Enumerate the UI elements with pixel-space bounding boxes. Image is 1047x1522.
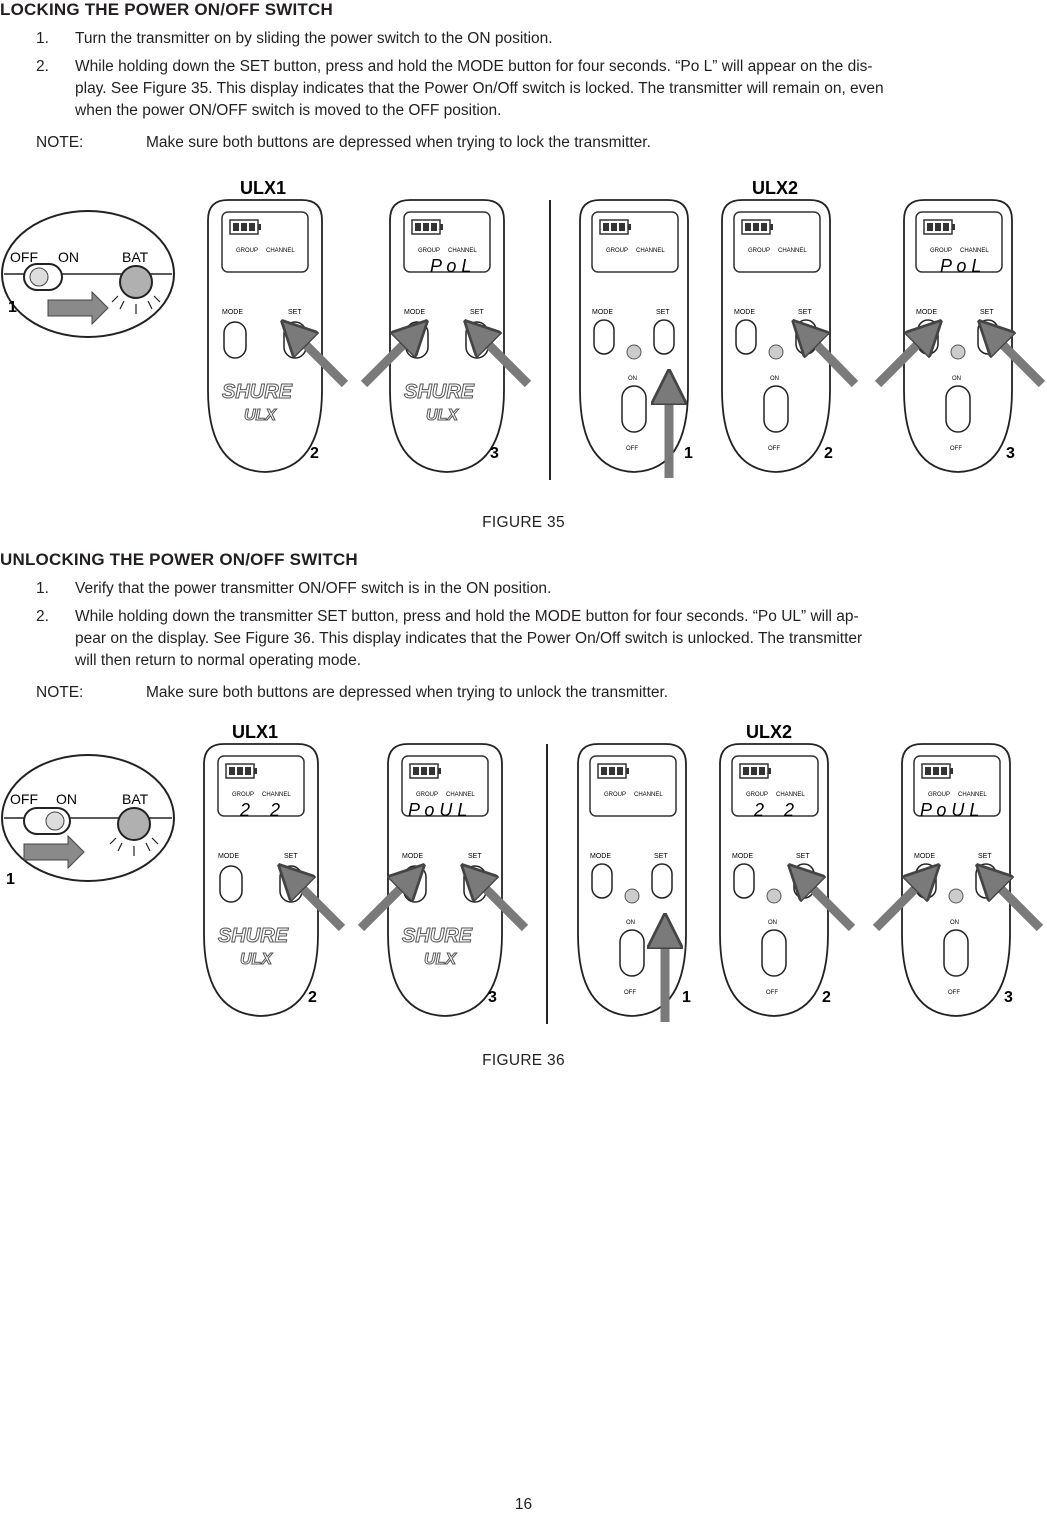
channel-label: CHANNEL: [446, 792, 475, 798]
channel-label: CHANNEL: [636, 248, 665, 254]
note-text: Make sure both buttons are depressed when trying to lock the transmitter.: [146, 134, 651, 151]
set-label: SET: [470, 309, 484, 316]
group-label: GROUP: [606, 248, 629, 254]
off-label: OFF: [766, 990, 778, 996]
step-number: 1: [682, 989, 691, 1006]
model-logo: ULX: [240, 951, 272, 968]
channel-label: CHANNEL: [448, 248, 477, 254]
set-label: SET: [288, 309, 302, 316]
on-label: ON: [628, 376, 637, 382]
mode-label: MODE: [734, 309, 755, 316]
ulx1-label: ULX1: [232, 722, 279, 742]
channel-label: CHANNEL: [634, 792, 663, 798]
channel-label: CHANNEL: [776, 792, 805, 798]
mode-label: MODE: [222, 309, 243, 316]
set-label: SET: [654, 853, 668, 860]
group-label: GROUP: [746, 792, 769, 798]
unlock-step-2: [36, 606, 1047, 672]
figure-36-caption: FIGURE 36: [482, 1052, 565, 1069]
step-number: 3: [488, 989, 497, 1006]
step-text-line: when the power ON/OFF switch is moved to the OFF position.: [75, 102, 502, 119]
set-label: SET: [796, 853, 810, 860]
step-text: Verify that the power transmitter ON/OFF switch is in the ON position.: [75, 580, 552, 597]
switch-on-label: ON: [56, 791, 77, 807]
step-number: 2: [308, 989, 317, 1006]
group-label: GROUP: [604, 792, 627, 798]
channel-label: CHANNEL: [958, 792, 987, 798]
step-number: 3: [1006, 445, 1015, 462]
step-text-line: While holding down the SET button, press and hold the MODE button for four seconds. “Po L” will appear on the dis-: [75, 58, 873, 75]
step-text-line: play. See Figure 35. This display indicates that the Power On/Off switch is locked. The transmitter will remain on, even: [75, 80, 884, 97]
model-logo: ULX: [244, 407, 276, 424]
mode-label: MODE: [732, 853, 753, 860]
on-label: ON: [626, 920, 635, 926]
ulx2-label: ULX2: [746, 722, 793, 742]
switch-off-label: OFF: [10, 791, 38, 807]
step-number: 1: [684, 445, 693, 462]
channel-label: CHANNEL: [266, 248, 295, 254]
mode-label: MODE: [592, 309, 613, 316]
switch-off-label: OFF: [10, 249, 38, 265]
figure-35: [0, 170, 1047, 490]
brand-logo: SHURE: [218, 925, 289, 947]
lcd-text: P o U L: [408, 800, 468, 820]
mode-button: [224, 322, 246, 358]
set-label: SET: [978, 853, 992, 860]
off-label: OFF: [768, 446, 780, 452]
step-number: 1: [6, 871, 15, 888]
lock-step-1: [36, 28, 1047, 50]
off-label: OFF: [948, 990, 960, 996]
group-label: GROUP: [748, 248, 771, 254]
power-switch-diagram: [2, 211, 174, 337]
group-label: GROUP: [416, 792, 439, 798]
bat-label: BAT: [122, 249, 149, 265]
ulx2-label: ULX2: [752, 178, 799, 198]
set-label: SET: [656, 309, 670, 316]
ulx1-transmitter-step3: [388, 744, 502, 1016]
lcd-text: P o U L: [920, 800, 980, 820]
ulx1-transmitter-step2: [204, 744, 318, 1016]
lcd-text: 2 2: [754, 800, 795, 820]
lcd-text: P o L: [430, 256, 472, 276]
off-label: OFF: [624, 990, 636, 996]
step-number: 2: [822, 989, 831, 1006]
on-label: ON: [950, 920, 959, 926]
mode-label: MODE: [218, 853, 239, 860]
page-number: 16: [514, 1496, 533, 1513]
step-number: 3: [1004, 989, 1013, 1006]
power-switch-diagram: [2, 755, 174, 888]
group-label: GROUP: [236, 248, 259, 254]
step-number: 2: [310, 445, 319, 462]
off-label: OFF: [626, 446, 638, 452]
mode-label: MODE: [402, 853, 423, 860]
group-label: GROUP: [930, 248, 953, 254]
mode-label: MODE: [590, 853, 611, 860]
brand-logo: SHURE: [402, 925, 473, 947]
group-label: GROUP: [418, 248, 441, 254]
set-label: SET: [798, 309, 812, 316]
lcd-text: 2 2: [240, 800, 281, 820]
ulx1-transmitter-step2: [208, 200, 322, 472]
step-text-line: While holding down the transmitter SET button, press and hold the MODE button for four seconds. “Po UL” will ap-: [75, 608, 859, 625]
lcd-text: P o L: [940, 256, 982, 276]
step-number: 1.: [36, 580, 49, 597]
lock-heading: LOCKING THE POWER ON/OFF SWITCH: [0, 0, 333, 19]
step-number: 3: [490, 445, 499, 462]
mode-label: MODE: [914, 853, 935, 860]
figure-36: [0, 714, 1047, 1032]
set-label: SET: [468, 853, 482, 860]
step-text-line: will then return to normal operating mode.: [75, 652, 362, 669]
on-label: ON: [952, 376, 961, 382]
bat-label: BAT: [122, 791, 149, 807]
note-text: Make sure both buttons are depressed when trying to unlock the transmitter.: [146, 684, 669, 701]
mode-label: MODE: [916, 309, 937, 316]
set-label: SET: [980, 309, 994, 316]
step-text: Turn the transmitter on by sliding the power switch to the ON position.: [75, 30, 553, 47]
on-label: ON: [770, 376, 779, 382]
step-number: 2.: [36, 608, 49, 625]
off-label: OFF: [950, 446, 962, 452]
model-logo: ULX: [426, 407, 458, 424]
switch-on-label: ON: [58, 249, 79, 265]
mode-label: MODE: [404, 309, 425, 316]
ulx1-label: ULX1: [240, 178, 287, 198]
group-label: GROUP: [928, 792, 951, 798]
step-number: 1: [8, 299, 17, 316]
on-label: ON: [768, 920, 777, 926]
note-label: NOTE:: [36, 684, 84, 701]
ulx2-transmitter-step2: [720, 744, 828, 1016]
group-label: GROUP: [232, 792, 255, 798]
brand-logo: SHURE: [222, 381, 293, 403]
step-number: 1.: [36, 30, 49, 47]
step-text-line: pear on the display. See Figure 36. This display indicates that the Power On/Off switch is unlocked. The transmitter: [75, 630, 863, 647]
note-label: NOTE:: [36, 134, 84, 151]
channel-label: CHANNEL: [960, 248, 989, 254]
channel-label: CHANNEL: [778, 248, 807, 254]
step-number: 2.: [36, 58, 49, 75]
ulx2-transmitter-step1: [578, 744, 686, 1016]
brand-logo: SHURE: [404, 381, 475, 403]
model-logo: ULX: [424, 951, 456, 968]
figure-35-caption: FIGURE 35: [482, 514, 565, 531]
set-label: SET: [284, 853, 298, 860]
channel-label: CHANNEL: [262, 792, 291, 798]
unlock-heading: UNLOCKING THE POWER ON/OFF SWITCH: [0, 550, 358, 569]
lock-step-2: [36, 56, 1047, 122]
unlock-step-1: [36, 578, 1047, 600]
step-number: 2: [824, 445, 833, 462]
